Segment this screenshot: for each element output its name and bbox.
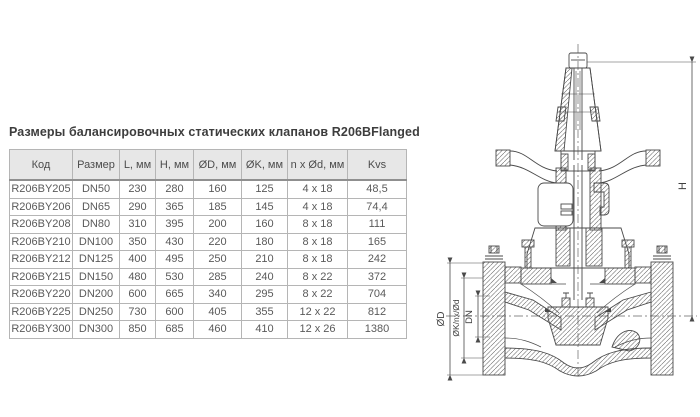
- table-cell: 280: [156, 180, 194, 198]
- table-cell: 210: [242, 251, 288, 269]
- table-cell: 460: [194, 321, 242, 339]
- lock-shield: [538, 183, 573, 226]
- table-cell: 242: [348, 251, 407, 269]
- table-cell: 74,4: [348, 198, 407, 216]
- table-cell: 8 x 22: [288, 286, 348, 304]
- table-cell: 395: [156, 216, 194, 234]
- table-cell: 340: [194, 286, 242, 304]
- table-cell: R206BY210: [10, 233, 73, 251]
- table-row: [10, 198, 407, 216]
- table-cell: DN65: [73, 198, 120, 216]
- page-title: Размеры балансировочных статических клапанов R206BFlanged: [9, 125, 420, 139]
- column-header: H, мм: [156, 150, 194, 181]
- table-cell: 665: [156, 286, 194, 304]
- table-cell: 812: [348, 303, 407, 321]
- table-cell: R206BY206: [10, 198, 73, 216]
- table-cell: 405: [194, 303, 242, 321]
- table-cell: 365: [156, 198, 194, 216]
- table-cell: 495: [156, 251, 194, 269]
- label-bolt-circle: ØK/nx/Ød: [451, 299, 461, 337]
- table-cell: 290: [120, 198, 156, 216]
- table-head-row: [10, 150, 407, 181]
- table-cell: 704: [348, 286, 407, 304]
- table-cell: 8 x 18: [288, 251, 348, 269]
- table-cell: DN200: [73, 286, 120, 304]
- table-cell: DN80: [73, 216, 120, 234]
- table-cell: 400: [120, 251, 156, 269]
- column-header: Размер: [73, 150, 120, 181]
- table-cell: 8 x 18: [288, 233, 348, 251]
- table-cell: 12 x 26: [288, 321, 348, 339]
- table-cell: 12 x 22: [288, 303, 348, 321]
- label-outer-diameter: ØD: [436, 311, 447, 327]
- table-cell: R206BY205: [10, 180, 73, 198]
- table-row: [10, 321, 407, 339]
- table-cell: 48,5: [348, 180, 407, 198]
- table-row: [10, 251, 407, 269]
- table-row: [10, 216, 407, 234]
- table-cell: DN100: [73, 233, 120, 251]
- table-row: [10, 180, 407, 198]
- table-cell: 285: [194, 268, 242, 286]
- column-header: ØK, мм: [242, 150, 288, 181]
- label-nominal-bore: DN: [464, 310, 475, 324]
- table-cell: 350: [120, 233, 156, 251]
- table-cell: 185: [194, 198, 242, 216]
- table-cell: 355: [242, 303, 288, 321]
- table-cell: 8 x 18: [288, 216, 348, 234]
- table-cell: 145: [242, 198, 288, 216]
- column-header: Kvs: [348, 150, 407, 181]
- valve-technical-drawing: [428, 28, 700, 392]
- table-cell: DN50: [73, 180, 120, 198]
- table-cell: 480: [120, 268, 156, 286]
- table-cell: R206BY212: [10, 251, 73, 269]
- valve-dimensions-table: [9, 149, 407, 339]
- table-cell: 200: [194, 216, 242, 234]
- table-cell: R206BY300: [10, 321, 73, 339]
- table-cell: R206BY215: [10, 268, 73, 286]
- table-cell: R206BY208: [10, 216, 73, 234]
- table-row: [10, 303, 407, 321]
- table-cell: 310: [120, 216, 156, 234]
- column-header: L, мм: [120, 150, 156, 181]
- table-cell: 850: [120, 321, 156, 339]
- table-cell: 4 x 18: [288, 180, 348, 198]
- table-cell: 295: [242, 286, 288, 304]
- table-cell: DN250: [73, 303, 120, 321]
- right-pipe-flange: [651, 246, 673, 375]
- table-cell: 410: [242, 321, 288, 339]
- table-cell: 8 x 22: [288, 268, 348, 286]
- table-cell: DN150: [73, 268, 120, 286]
- table-cell: R206BY220: [10, 286, 73, 304]
- column-header: n x Ød, мм: [288, 150, 348, 181]
- table-row: [10, 268, 407, 286]
- table-cell: R206BY225: [10, 303, 73, 321]
- left-pipe-flange: [483, 246, 505, 375]
- label-height: H: [677, 182, 689, 190]
- table-cell: 230: [120, 180, 156, 198]
- table-cell: 600: [120, 286, 156, 304]
- table-cell: 160: [242, 216, 288, 234]
- table-body: [10, 180, 407, 338]
- table-cell: 125: [242, 180, 288, 198]
- table-cell: 165: [348, 233, 407, 251]
- table-row: [10, 286, 407, 304]
- table-cell: DN300: [73, 321, 120, 339]
- table-cell: 160: [194, 180, 242, 198]
- table-cell: 180: [242, 233, 288, 251]
- table-cell: 250: [194, 251, 242, 269]
- table-cell: 530: [156, 268, 194, 286]
- table-cell: 372: [348, 268, 407, 286]
- table-cell: 111: [348, 216, 407, 234]
- table-cell: 600: [156, 303, 194, 321]
- table-cell: 730: [120, 303, 156, 321]
- table-cell: 220: [194, 233, 242, 251]
- table-cell: 685: [156, 321, 194, 339]
- column-header: ØD, мм: [194, 150, 242, 181]
- column-header: Код: [10, 150, 73, 181]
- table-cell: 4 x 18: [288, 198, 348, 216]
- table-cell: DN125: [73, 251, 120, 269]
- table-cell: 430: [156, 233, 194, 251]
- table-cell: 240: [242, 268, 288, 286]
- table-cell: 1380: [348, 321, 407, 339]
- table-row: [10, 233, 407, 251]
